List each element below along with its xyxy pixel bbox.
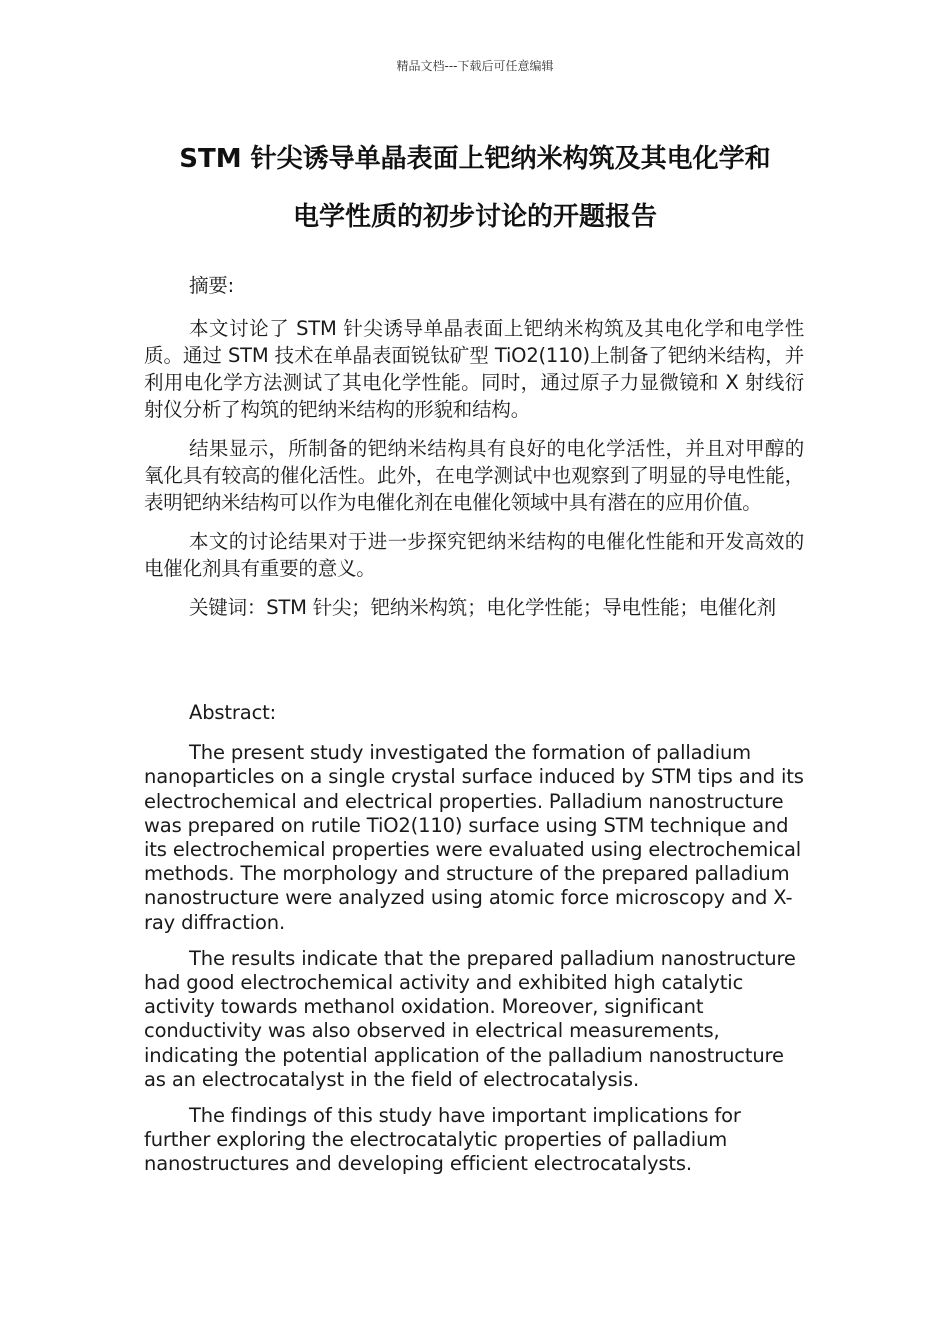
chinese-paragraph-1: 本文讨论了 STM 针尖诱导单晶表面上钯纳米构筑及其电化学和电学性质。通过 STM 技术在单晶表面锐钛矿型 TiO2(110)上制备了钯纳米结构，并利用电化学方法测试了其电化学性能。同时，通过原子力显微镜和 X 射线衍射仪分析了构筑的钯纳米结构的形貌和结构。 (144, 317, 804, 421)
title-line-2: 电学性质的初步讨论的开题报告 (292, 202, 657, 232)
english-abstract-section (144, 701, 804, 1189)
chinese-paragraph-3: 本文的讨论结果对于进一步探究钯纳米结构的电催化性能和开发高效的电催化剂具有重要的意义。 (144, 530, 804, 580)
chinese-paragraph-2: 结果显示，所制备的钯纳米结构具有良好的电化学活性，并且对甲醇的氧化具有较高的催化活性。此外，在电学测试中也观察到了明显的导电性能，表明钯纳米结构可以作为电催化剂在电催化领域中具有潜在的应用价值。 (144, 437, 804, 514)
english-paragraph-1: The present study investigated the formation of palladium nanoparticles on a single crystal surface induced by STM tips and its electrochemical and electrical properties. Palladium nanostructure was prepared on rutile TiO2(110) surface using STM technique and its electrochemical properties were evaluated using electrochemical methods. The morphology and structure of the prepared palladium nanostructure were analyzed using atomic force microscopy and X-ray diffraction. (144, 741, 804, 934)
english-paragraph-2: The results indicate that the prepared palladium nanostructure had good electrochemical activity and exhibited high catalytic activity towards methanol oxidation. Moreover, significant conductivity was also observed in electrical measurements, indicating the potential application of the palladium nanostructure as an electrocatalyst in the field of electrocatalysis. (144, 946, 796, 1091)
title-line-1: STM 针尖诱导单晶表面上钯纳米构筑及其电化学和 (179, 144, 771, 174)
english-paragraph-3: The findings of this study have important implications for further exploring the electrocatalytic properties of palladium nanostructures and developing efficient electrocatalysts. (144, 1104, 741, 1176)
chinese-abstract-section (144, 272, 804, 635)
page-title (120, 130, 830, 246)
header-note: 精品文档---下载后可任意编辑 (396, 59, 554, 73)
chinese-keywords: 关键词：STM 针尖；钯纳米构筑；电化学性能；导电性能；电催化剂 (189, 596, 776, 619)
chinese-abstract-label: 摘要: (189, 274, 234, 297)
english-abstract-label: Abstract: (189, 701, 277, 724)
